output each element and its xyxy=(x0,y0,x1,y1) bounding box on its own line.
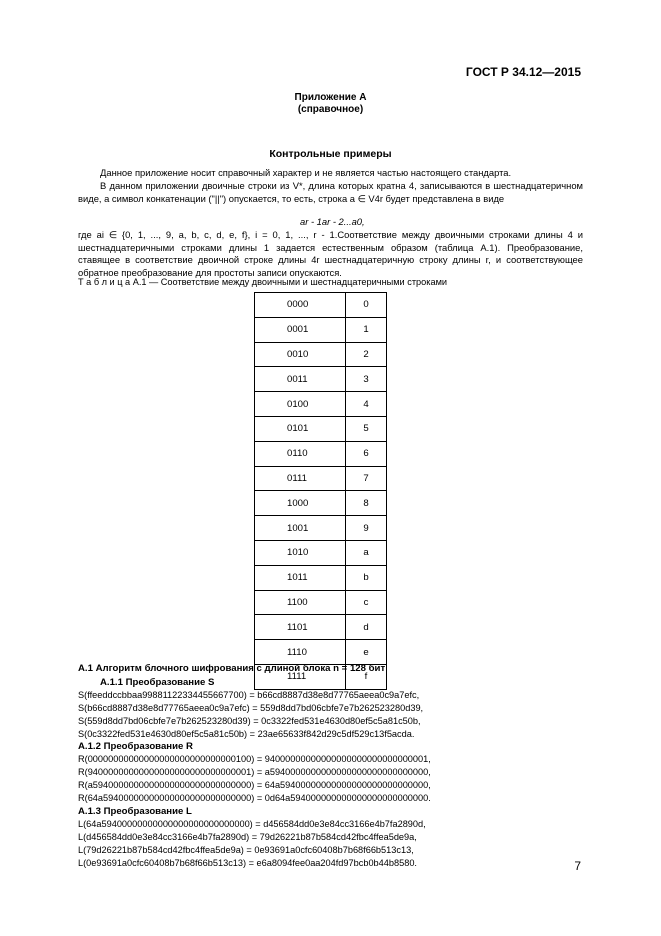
hex-cell: 7 xyxy=(346,466,387,491)
hex-cell: a xyxy=(346,540,387,565)
mapping-paragraph: где ai ∈ {0, 1, ..., 9, a, b, c, d, e, f}, i = 0, 1, ..., r - 1.Соответствие между двоичными строками длины 4 и шестнадцатеричными строками длины 1 задается естественным образом (таблица А.1). Преобразование, ставящее в соответствие двоичной строке длины 4r шестнадцатеричную строку длины r, и соответствующее обратное преобразование для простоты записи опускаются. xyxy=(78,229,583,278)
hex-cell: e xyxy=(346,640,387,665)
appendix-subtitle: (справочное) xyxy=(297,104,364,115)
section-a11-title: А.1.1 Преобразование S xyxy=(100,677,215,688)
r-line: R(00000000000000000000000000000100) = 94000000000000000000000000000001, xyxy=(78,754,431,764)
l-line: L(0e93691a0cfc60408b7b68f66b513c13) = e6a8094fee0aa204fd97bcb0b44b8580. xyxy=(78,858,417,868)
section-a12-title: А.1.2 Преобразование R xyxy=(78,741,193,752)
hex-cell: d xyxy=(346,615,387,640)
table-row xyxy=(255,615,387,640)
section-title: Контрольные примеры xyxy=(269,148,392,160)
l-line: L(64a59400000000000000000000000000) = d456584dd0e3e84cc3166e4b7fa2890d, xyxy=(78,819,426,829)
hex-cell: f xyxy=(346,664,387,689)
table-row xyxy=(255,565,387,590)
binary-cell: 0010 xyxy=(255,342,346,367)
table-row xyxy=(255,342,387,367)
binary-cell: 1111 xyxy=(255,664,346,689)
s-line: S(0c3322fed531e4630d80ef5c5a81c50b) = 23ae65633f842d29c5df529c13f5acda. xyxy=(78,729,415,739)
table-row xyxy=(255,540,387,565)
hex-cell: 8 xyxy=(346,491,387,516)
s-line: S(b66cd8887d38e8d77765aeea0c9a7efc) = 559d8dd7bd06cbfe7e7b262523280d39, xyxy=(78,703,424,713)
binary-cell: 0110 xyxy=(255,441,346,466)
table-row xyxy=(255,491,387,516)
hex-mapping-table xyxy=(254,292,387,690)
table-row xyxy=(255,640,387,665)
l-line: L(d456584dd0e3e84cc3166e4b7fa2890d) = 79d26221b87b584cd42fbc4ffea5de9a, xyxy=(78,832,417,842)
binary-cell: 0000 xyxy=(255,293,346,318)
table-row xyxy=(255,317,387,342)
table-row xyxy=(255,293,387,318)
table-row xyxy=(255,466,387,491)
table-row xyxy=(255,590,387,615)
table-row xyxy=(255,392,387,417)
s-line: S(559d8dd7bd06cbfe7e7b262523280d39) = 0c3322fed531e4630d80ef5c5a81c50b, xyxy=(78,716,421,726)
hex-cell: 0 xyxy=(346,293,387,318)
table-row xyxy=(255,441,387,466)
binary-cell: 1101 xyxy=(255,615,346,640)
hex-cell: 3 xyxy=(346,367,387,392)
binary-cell: 0011 xyxy=(255,367,346,392)
binary-cell: 0001 xyxy=(255,317,346,342)
hex-cell: 9 xyxy=(346,516,387,541)
standard-header: ГОСТ Р 34.12—2015 xyxy=(465,65,581,79)
page-number: 7 xyxy=(574,859,581,873)
binary-cell: 1011 xyxy=(255,565,346,590)
binary-cell: 0101 xyxy=(255,416,346,441)
binary-cell: 0100 xyxy=(255,392,346,417)
hex-cell: 2 xyxy=(346,342,387,367)
table-row xyxy=(255,516,387,541)
r-line: R(64a59400000000000000000000000000) = 0d64a594000000000000000000000000. xyxy=(78,793,431,803)
hex-cell: 4 xyxy=(346,392,387,417)
binary-cell: 1010 xyxy=(255,540,346,565)
binary-cell: 1100 xyxy=(255,590,346,615)
binary-cell: 0111 xyxy=(255,466,346,491)
notation-paragraph: В данном приложении двоичные строки из V*, длина которых кратна 4, записываются в шестнадцатеричном виде, а символ конкатенации ("||") опускается, то есть, строка a ∈ V4r будет представлена в виде xyxy=(78,180,583,204)
l-line: L(79d26221b87b584cd42fbc4ffea5de9a) = 0e93691a0cfc60408b7b68f66b513c13, xyxy=(78,845,414,855)
hex-cell: 5 xyxy=(346,416,387,441)
table-caption: Т а б л и ц а А.1 — Соответствие между двоичными и шестнадцатеричными строками xyxy=(78,277,448,287)
intro-paragraph: Данное приложение носит справочный характер и не является частью настоящего стандарта. xyxy=(100,167,512,178)
r-line: R(a5940000000000000000000000000000) = 64a59400000000000000000000000000, xyxy=(78,780,431,790)
hex-cell: 1 xyxy=(346,317,387,342)
binary-cell: 1110 xyxy=(255,640,346,665)
hex-cell: b xyxy=(346,565,387,590)
s-line: S(ffeeddccbbaa99881122334455667700) = b66cd8887d38e8d77765aeea0c9a7efc, xyxy=(78,690,420,700)
formula: ar - 1ar - 2...a0, xyxy=(300,216,365,227)
hex-cell: c xyxy=(346,590,387,615)
appendix-title: Приложение А xyxy=(294,92,367,103)
binary-cell: 1000 xyxy=(255,491,346,516)
hex-cell: 6 xyxy=(346,441,387,466)
table-row xyxy=(255,367,387,392)
binary-cell: 1001 xyxy=(255,516,346,541)
table-row xyxy=(255,416,387,441)
section-a13-title: А.1.3 Преобразование L xyxy=(78,806,192,817)
r-line: R(94000000000000000000000000000001) = a5940000000000000000000000000000, xyxy=(78,767,431,777)
section-a1-title: А.1 Алгоритм блочного шифрования с длиной блока n = 128 бит xyxy=(78,663,386,674)
